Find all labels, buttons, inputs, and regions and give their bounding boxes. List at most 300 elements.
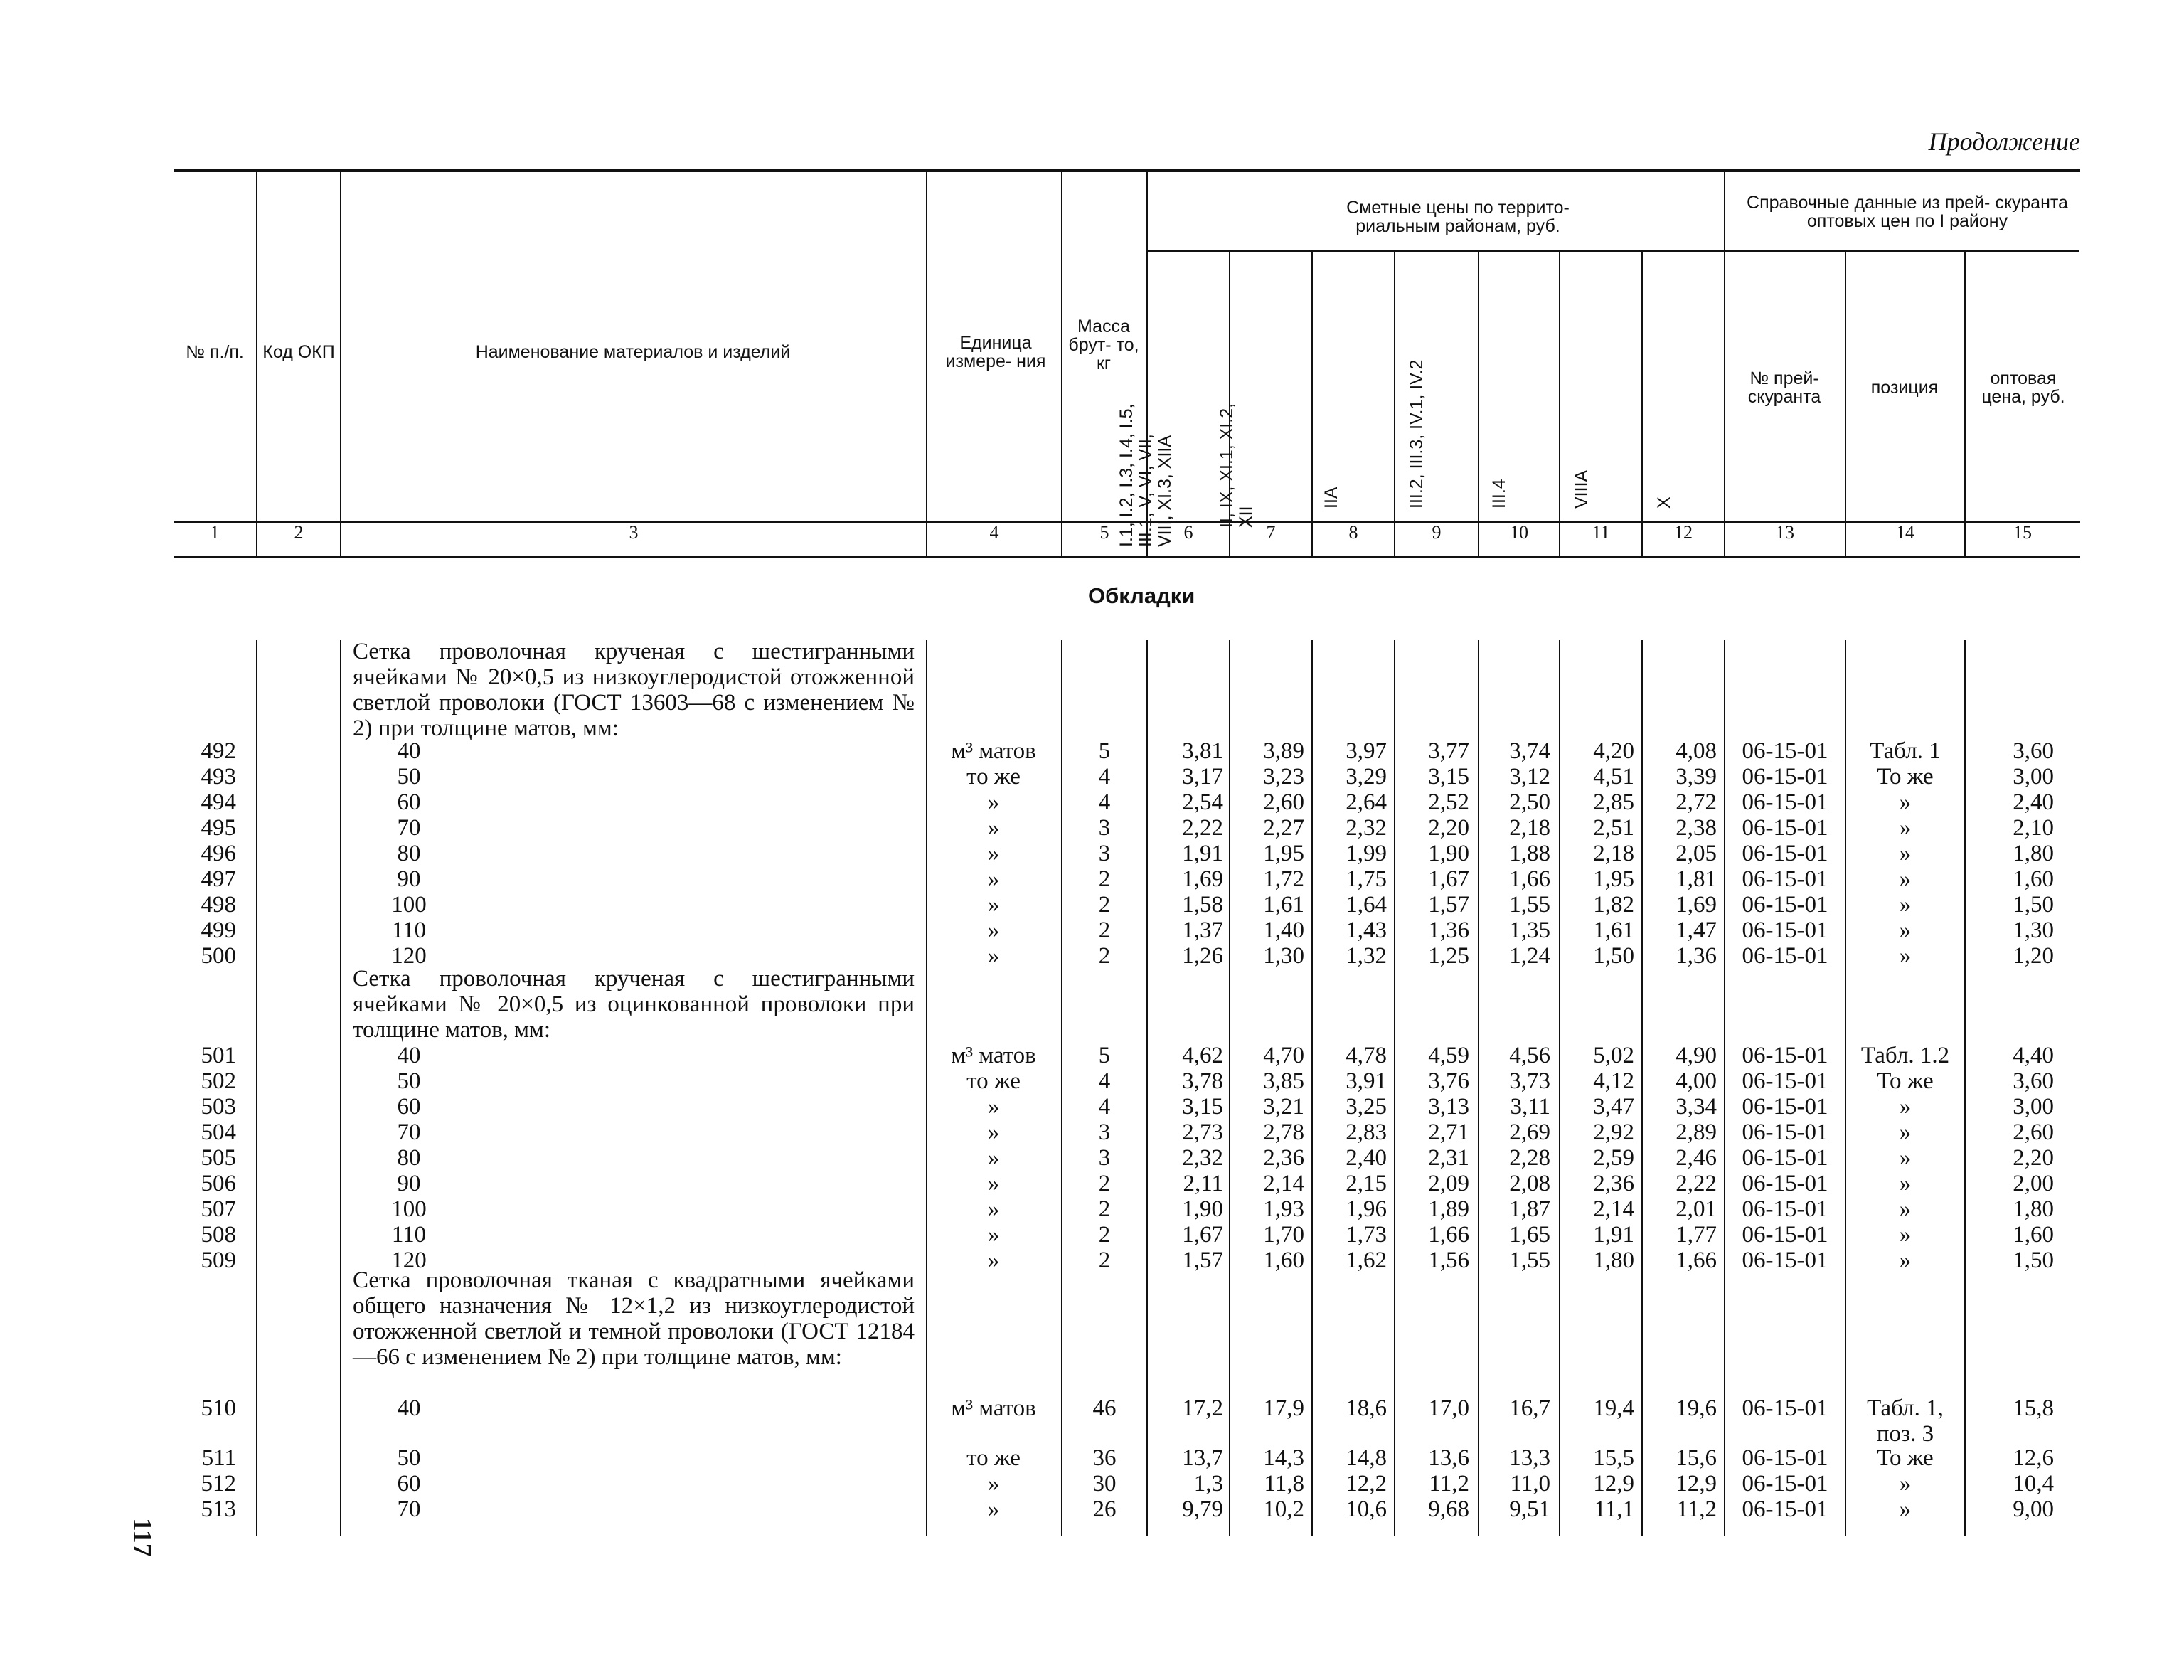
region-price: 3,91 bbox=[1346, 1068, 1387, 1094]
region-price: 1,57 bbox=[1182, 1248, 1223, 1273]
region-price: 1,91 bbox=[1182, 841, 1223, 866]
region-price: 4,62 bbox=[1182, 1043, 1223, 1068]
region-price: 1,58 bbox=[1182, 892, 1223, 918]
pricelist-position: » bbox=[1899, 1196, 1912, 1222]
region-price: 1,95 bbox=[1263, 841, 1304, 866]
mat-thickness: 60 bbox=[397, 1094, 421, 1120]
mat-thickness: 40 bbox=[397, 1395, 421, 1421]
col-number: 13 bbox=[1776, 522, 1794, 543]
region-price: 2,52 bbox=[1428, 790, 1469, 815]
region-price: 1,67 bbox=[1428, 866, 1469, 892]
gross-mass: 2 bbox=[1098, 866, 1111, 892]
region-price: 9,79 bbox=[1182, 1496, 1223, 1522]
wholesale-price: 4,40 bbox=[2013, 1043, 2054, 1068]
header-position: позиция bbox=[1870, 378, 1939, 398]
gross-mass: 30 bbox=[1092, 1471, 1117, 1496]
pricelist-number: 06-15-01 bbox=[1742, 866, 1828, 892]
header-reference-group: Справочные данные из прей- скуранта оптовых цен по I району bbox=[1747, 193, 2068, 231]
region-price: 3,76 bbox=[1428, 1068, 1469, 1094]
row-number: 504 bbox=[201, 1120, 236, 1145]
unit-of-measure: » bbox=[987, 1222, 1000, 1248]
pricelist-number: 06-15-01 bbox=[1742, 1395, 1828, 1421]
mat-thickness: 90 bbox=[397, 866, 421, 892]
unit-of-measure: » bbox=[987, 790, 1000, 815]
wholesale-price: 1,60 bbox=[2013, 866, 2054, 892]
mat-thickness: 50 bbox=[397, 764, 421, 790]
pricelist-position: » bbox=[1899, 1120, 1912, 1145]
region-price: 13,3 bbox=[1509, 1445, 1550, 1471]
region-price: 3,23 bbox=[1263, 764, 1304, 790]
wholesale-price: 3,00 bbox=[2013, 764, 2054, 790]
mat-thickness: 110 bbox=[391, 918, 427, 943]
col-number: 8 bbox=[1348, 522, 1358, 543]
region-price: 1,66 bbox=[1676, 1248, 1717, 1273]
gross-mass: 4 bbox=[1098, 1068, 1111, 1094]
region-price: 3,47 bbox=[1593, 1094, 1634, 1120]
pricelist-position: » bbox=[1899, 1496, 1912, 1522]
gross-mass: 4 bbox=[1098, 1094, 1111, 1120]
mat-thickness: 80 bbox=[397, 1145, 421, 1171]
gross-mass: 2 bbox=[1098, 1222, 1111, 1248]
vline bbox=[1394, 250, 1395, 556]
vline bbox=[1311, 250, 1313, 556]
gross-mass: 2 bbox=[1098, 1248, 1111, 1273]
gross-mass: 4 bbox=[1098, 790, 1111, 815]
row-number: 492 bbox=[201, 738, 236, 764]
region-price: 19,6 bbox=[1676, 1395, 1717, 1421]
region-price: 2,28 bbox=[1509, 1145, 1550, 1171]
pricelist-number: 06-15-01 bbox=[1742, 1471, 1828, 1496]
region-price: 16,7 bbox=[1509, 1395, 1550, 1421]
wholesale-price: 1,60 bbox=[2013, 1222, 2054, 1248]
region-price: 1,87 bbox=[1509, 1196, 1550, 1222]
header-regions-group: Сметные цены по террито- риальным районам, руб. bbox=[1346, 198, 1570, 236]
gross-mass: 3 bbox=[1098, 1145, 1111, 1171]
wholesale-price: 1,50 bbox=[2013, 1248, 2054, 1273]
pricelist-number: 06-15-01 bbox=[1742, 1445, 1828, 1471]
region-price: 14,3 bbox=[1263, 1445, 1304, 1471]
region-price: 4,51 bbox=[1593, 764, 1634, 790]
wholesale-price: 1,50 bbox=[2013, 892, 2054, 918]
header-wholesale-price: оптовая цена, руб. bbox=[1981, 368, 2065, 407]
region-price: 1,72 bbox=[1263, 866, 1304, 892]
mat-thickness: 40 bbox=[397, 1043, 421, 1068]
mat-thickness: 70 bbox=[397, 815, 421, 841]
gross-mass: 3 bbox=[1098, 1120, 1111, 1145]
region-price: 15,6 bbox=[1676, 1445, 1717, 1471]
region-price: 1,24 bbox=[1509, 943, 1550, 969]
region-price: 18,6 bbox=[1346, 1395, 1387, 1421]
region-price: 4,78 bbox=[1346, 1043, 1387, 1068]
wholesale-price: 1,30 bbox=[2013, 918, 2054, 943]
region-price: 2,18 bbox=[1593, 841, 1634, 866]
region-price: 2,83 bbox=[1346, 1120, 1387, 1145]
pricelist-position: » bbox=[1899, 1248, 1912, 1273]
wholesale-price: 12,6 bbox=[2013, 1445, 2054, 1471]
pricelist-number: 06-15-01 bbox=[1742, 764, 1828, 790]
header-name: Наименование материалов и изделий bbox=[475, 342, 791, 362]
wholesale-price: 3,60 bbox=[2013, 738, 2054, 764]
gross-mass: 46 bbox=[1092, 1395, 1117, 1421]
region-price: 2,59 bbox=[1593, 1145, 1634, 1171]
page-number: 117 bbox=[127, 1518, 157, 1557]
pricelist-number: 06-15-01 bbox=[1742, 892, 1828, 918]
row-number: 507 bbox=[201, 1196, 236, 1222]
wholesale-price: 2,20 bbox=[2013, 1145, 2054, 1171]
header-region-col-6: I.1, I.2, I.3, I.4, I.5, III.1, V, VI, VII, VIII, XI.3, XIIA bbox=[1117, 403, 1175, 547]
region-price: 1,43 bbox=[1346, 918, 1387, 943]
region-price: 11,0 bbox=[1510, 1471, 1550, 1496]
region-price: 2,08 bbox=[1509, 1171, 1550, 1196]
region-price: 15,5 bbox=[1593, 1445, 1634, 1471]
region-price: 11,8 bbox=[1264, 1471, 1304, 1496]
region-price: 3,89 bbox=[1263, 738, 1304, 764]
region-price: 1,89 bbox=[1428, 1196, 1469, 1222]
region-price: 1,50 bbox=[1593, 943, 1634, 969]
row-number: 501 bbox=[201, 1043, 236, 1068]
region-price: 2,36 bbox=[1593, 1171, 1634, 1196]
pricelist-position: » bbox=[1899, 790, 1912, 815]
region-price: 3,97 bbox=[1346, 738, 1387, 764]
unit-of-measure: » bbox=[987, 815, 1000, 841]
mat-thickness: 120 bbox=[391, 943, 427, 969]
col-number: 14 bbox=[1896, 522, 1914, 543]
pricelist-position: Табл. 1 bbox=[1870, 738, 1941, 764]
material-description: Сетка проволочная тканая с квадратными ячейками общего назначения № 12×1,2 из низкоуглеродистой отожженной светлой и темной проволоки (ГОСТ 12184—66 с изменением № 2) при толщине матов, мм: bbox=[353, 1267, 915, 1370]
region-price: 3,12 bbox=[1509, 764, 1550, 790]
region-price: 2,01 bbox=[1676, 1196, 1717, 1222]
region-price: 2,22 bbox=[1676, 1171, 1717, 1196]
region-price: 17,2 bbox=[1182, 1395, 1223, 1421]
region-price: 4,12 bbox=[1593, 1068, 1634, 1094]
region-price: 12,2 bbox=[1346, 1471, 1387, 1496]
row-number: 498 bbox=[201, 892, 236, 918]
region-price: 1,96 bbox=[1346, 1196, 1387, 1222]
pricelist-position: То же bbox=[1877, 1068, 1934, 1094]
region-price: 11,1 bbox=[1594, 1496, 1634, 1522]
region-price: 1,30 bbox=[1263, 943, 1304, 969]
wholesale-price: 9,00 bbox=[2013, 1496, 2054, 1522]
region-price: 1,47 bbox=[1676, 918, 1717, 943]
mat-thickness: 60 bbox=[397, 1471, 421, 1496]
region-price: 2,32 bbox=[1182, 1145, 1223, 1171]
pricelist-position: » bbox=[1899, 841, 1912, 866]
pricelist-number: 06-15-01 bbox=[1742, 1496, 1828, 1522]
material-description: Сетка проволочная крученая с шестигранными ячейками № 20×0,5 из оцинкованной проволоки при толщине матов, мм: bbox=[353, 966, 915, 1043]
gross-mass: 4 bbox=[1098, 764, 1111, 790]
pricelist-position: » bbox=[1899, 918, 1912, 943]
wholesale-price: 1,20 bbox=[2013, 943, 2054, 969]
region-price: 1,3 bbox=[1193, 1471, 1223, 1496]
wholesale-price: 2,10 bbox=[2013, 815, 2054, 841]
pricelist-number: 06-15-01 bbox=[1742, 918, 1828, 943]
col-number: 4 bbox=[989, 522, 999, 543]
region-price: 1,56 bbox=[1428, 1248, 1469, 1273]
pricelist-position: » bbox=[1899, 1094, 1912, 1120]
region-price: 2,22 bbox=[1182, 815, 1223, 841]
gross-mass: 5 bbox=[1098, 1043, 1111, 1068]
group-header-rule-2 bbox=[1725, 250, 2079, 252]
header-num: № п./п. bbox=[186, 342, 244, 362]
pricelist-position: » bbox=[1899, 1222, 1912, 1248]
region-price: 2,64 bbox=[1346, 790, 1387, 815]
region-price: 3,21 bbox=[1263, 1094, 1304, 1120]
region-price: 2,32 bbox=[1346, 815, 1387, 841]
region-price: 14,8 bbox=[1346, 1445, 1387, 1471]
colnum-rule bbox=[174, 556, 2080, 558]
region-price: 10,2 bbox=[1263, 1496, 1304, 1522]
header-region-col-11: VIIIA bbox=[1572, 469, 1592, 509]
mat-thickness: 40 bbox=[397, 738, 421, 764]
mat-thickness: 50 bbox=[397, 1445, 421, 1471]
region-price: 4,20 bbox=[1593, 738, 1634, 764]
wholesale-price: 2,40 bbox=[2013, 790, 2054, 815]
wholesale-price: 3,00 bbox=[2013, 1094, 2054, 1120]
unit-of-measure: то же bbox=[966, 764, 1021, 790]
mat-thickness: 60 bbox=[397, 790, 421, 815]
region-price: 1,82 bbox=[1593, 892, 1634, 918]
unit-of-measure: то же bbox=[966, 1068, 1021, 1094]
mat-thickness: 100 bbox=[391, 892, 427, 918]
region-price: 3,73 bbox=[1509, 1068, 1550, 1094]
mat-thickness: 80 bbox=[397, 841, 421, 866]
pricelist-number: 06-15-01 bbox=[1742, 1068, 1828, 1094]
region-price: 1,90 bbox=[1182, 1196, 1223, 1222]
col-number: 6 bbox=[1183, 522, 1193, 543]
pricelist-number: 06-15-01 bbox=[1742, 1120, 1828, 1145]
region-price: 4,59 bbox=[1428, 1043, 1469, 1068]
region-price: 3,78 bbox=[1182, 1068, 1223, 1094]
header-region-col-9: III.2, III.3, IV.1, IV.2 bbox=[1407, 359, 1427, 509]
unit-of-measure: » bbox=[987, 1145, 1000, 1171]
region-price: 4,70 bbox=[1263, 1043, 1304, 1068]
col-number: 2 bbox=[294, 522, 304, 543]
region-price: 13,7 bbox=[1182, 1445, 1223, 1471]
unit-of-measure: » bbox=[987, 1496, 1000, 1522]
pricelist-number: 06-15-01 bbox=[1742, 815, 1828, 841]
pricelist-position: То же bbox=[1877, 1445, 1934, 1471]
region-price: 1,37 bbox=[1182, 918, 1223, 943]
region-price: 1,61 bbox=[1263, 892, 1304, 918]
region-price: 2,11 bbox=[1183, 1171, 1223, 1196]
wholesale-price: 3,60 bbox=[2013, 1068, 2054, 1094]
col-number: 5 bbox=[1099, 522, 1109, 543]
region-price: 2,31 bbox=[1428, 1145, 1469, 1171]
region-price: 17,9 bbox=[1263, 1395, 1304, 1421]
region-price: 2,20 bbox=[1428, 815, 1469, 841]
region-price: 2,50 bbox=[1509, 790, 1550, 815]
region-price: 10,6 bbox=[1346, 1496, 1387, 1522]
region-price: 2,73 bbox=[1182, 1120, 1223, 1145]
header-region-col-7: II, IX, XI.1, XI.2, XII bbox=[1217, 403, 1256, 528]
unit-of-measure: » bbox=[987, 1248, 1000, 1273]
gross-mass: 26 bbox=[1092, 1496, 1117, 1522]
region-price: 3,15 bbox=[1428, 764, 1469, 790]
header-region-col-8: IIA bbox=[1321, 487, 1341, 509]
region-price: 1,25 bbox=[1428, 943, 1469, 969]
row-number: 505 bbox=[201, 1145, 236, 1171]
row-number: 496 bbox=[201, 841, 236, 866]
region-price: 11,2 bbox=[1676, 1496, 1717, 1522]
region-price: 1,69 bbox=[1182, 866, 1223, 892]
row-number: 513 bbox=[201, 1496, 236, 1522]
row-number: 503 bbox=[201, 1094, 236, 1120]
unit-of-measure: м³ матов bbox=[951, 1043, 1036, 1068]
region-price: 2,18 bbox=[1509, 815, 1550, 841]
pricelist-position: То же bbox=[1877, 764, 1934, 790]
wholesale-price: 2,60 bbox=[2013, 1120, 2054, 1145]
mat-thickness: 90 bbox=[397, 1171, 421, 1196]
pricelist-position: » bbox=[1899, 1171, 1912, 1196]
region-price: 1,67 bbox=[1182, 1222, 1223, 1248]
mat-thickness: 100 bbox=[391, 1196, 427, 1222]
region-price: 2,92 bbox=[1593, 1120, 1634, 1145]
continuation-label: Продолжение bbox=[1928, 127, 2080, 156]
pricelist-number: 06-15-01 bbox=[1742, 790, 1828, 815]
unit-of-measure: » bbox=[987, 1120, 1000, 1145]
region-price: 2,27 bbox=[1263, 815, 1304, 841]
header-region-col-12: X bbox=[1654, 496, 1674, 509]
region-price: 3,39 bbox=[1676, 764, 1717, 790]
pricelist-number: 06-15-01 bbox=[1742, 943, 1828, 969]
region-price: 1,60 bbox=[1263, 1248, 1304, 1273]
region-price: 11,2 bbox=[1429, 1471, 1469, 1496]
vline bbox=[340, 640, 341, 1536]
region-price: 2,38 bbox=[1676, 815, 1717, 841]
region-price: 1,55 bbox=[1509, 892, 1550, 918]
region-price: 1,40 bbox=[1263, 918, 1304, 943]
unit-of-measure: » bbox=[987, 866, 1000, 892]
pricelist-position: » bbox=[1899, 1471, 1912, 1496]
pricelist-number: 06-15-01 bbox=[1742, 1196, 1828, 1222]
unit-of-measure: » bbox=[987, 943, 1000, 969]
mat-thickness: 70 bbox=[397, 1120, 421, 1145]
region-price: 1,93 bbox=[1263, 1196, 1304, 1222]
gross-mass: 2 bbox=[1098, 943, 1111, 969]
region-price: 1,36 bbox=[1428, 918, 1469, 943]
unit-of-measure: м³ матов bbox=[951, 1395, 1036, 1421]
region-price: 2,71 bbox=[1428, 1120, 1469, 1145]
region-price: 4,56 bbox=[1509, 1043, 1550, 1068]
region-price: 1,80 bbox=[1593, 1248, 1634, 1273]
row-number: 502 bbox=[201, 1068, 236, 1094]
region-price: 2,54 bbox=[1182, 790, 1223, 815]
pricelist-position: Табл. 1, bbox=[1867, 1395, 1944, 1421]
unit-of-measure: » bbox=[987, 1171, 1000, 1196]
unit-of-measure: » bbox=[987, 1196, 1000, 1222]
wholesale-price: 1,80 bbox=[2013, 1196, 2054, 1222]
mat-thickness: 120 bbox=[391, 1248, 427, 1273]
row-number: 497 bbox=[201, 866, 236, 892]
pricelist-position: » bbox=[1899, 866, 1912, 892]
unit-of-measure: » bbox=[987, 892, 1000, 918]
row-number: 494 bbox=[201, 790, 236, 815]
col-number: 9 bbox=[1432, 522, 1442, 543]
row-number: 495 bbox=[201, 815, 236, 841]
region-price: 5,02 bbox=[1593, 1043, 1634, 1068]
col-number: 12 bbox=[1674, 522, 1693, 543]
gross-mass: 3 bbox=[1098, 841, 1111, 866]
row-number: 499 bbox=[201, 918, 236, 943]
unit-of-measure: то же bbox=[966, 1445, 1021, 1471]
pricelist-position: » bbox=[1899, 815, 1912, 841]
col-number: 7 bbox=[1266, 522, 1276, 543]
region-price: 1,57 bbox=[1428, 892, 1469, 918]
vline bbox=[1641, 250, 1643, 556]
pricelist-position-line2: поз. 3 bbox=[1876, 1420, 1934, 1447]
region-price: 1,65 bbox=[1509, 1222, 1550, 1248]
region-price: 3,11 bbox=[1510, 1094, 1550, 1120]
pricelist-position: » bbox=[1899, 1145, 1912, 1171]
gross-mass: 36 bbox=[1092, 1445, 1117, 1471]
region-price: 3,15 bbox=[1182, 1094, 1223, 1120]
region-price: 2,40 bbox=[1346, 1145, 1387, 1171]
region-price: 2,09 bbox=[1428, 1171, 1469, 1196]
gross-mass: 2 bbox=[1098, 1196, 1111, 1222]
row-number: 508 bbox=[201, 1222, 236, 1248]
region-price: 1,55 bbox=[1509, 1248, 1550, 1273]
vline bbox=[1478, 250, 1479, 556]
region-price: 2,78 bbox=[1263, 1120, 1304, 1145]
region-price: 2,60 bbox=[1263, 790, 1304, 815]
region-price: 1,90 bbox=[1428, 841, 1469, 866]
region-price: 19,4 bbox=[1593, 1395, 1634, 1421]
region-price: 1,66 bbox=[1428, 1222, 1469, 1248]
table-top-rule bbox=[174, 169, 2080, 172]
pricelist-number: 06-15-01 bbox=[1742, 841, 1828, 866]
region-price: 4,90 bbox=[1676, 1043, 1717, 1068]
region-price: 9,68 bbox=[1428, 1496, 1469, 1522]
section-title: Обкладки bbox=[1088, 583, 1195, 608]
wholesale-price: 15,8 bbox=[2013, 1395, 2054, 1421]
region-price: 17,0 bbox=[1428, 1395, 1469, 1421]
pricelist-number: 06-15-01 bbox=[1742, 1222, 1828, 1248]
unit-of-measure: » bbox=[987, 1471, 1000, 1496]
region-price: 2,69 bbox=[1509, 1120, 1550, 1145]
unit-of-measure: » bbox=[987, 841, 1000, 866]
region-price: 1,69 bbox=[1676, 892, 1717, 918]
wholesale-price: 10,4 bbox=[2013, 1471, 2054, 1496]
region-price: 1,62 bbox=[1346, 1248, 1387, 1273]
region-price: 1,70 bbox=[1263, 1222, 1304, 1248]
region-price: 1,26 bbox=[1182, 943, 1223, 969]
vline bbox=[926, 172, 927, 556]
vline bbox=[340, 172, 341, 556]
vline bbox=[1964, 250, 1966, 556]
pricelist-number: 06-15-01 bbox=[1742, 1171, 1828, 1196]
pricelist-number: 06-15-01 bbox=[1742, 1043, 1828, 1068]
mat-thickness: 70 bbox=[397, 1496, 421, 1522]
mat-thickness: 50 bbox=[397, 1068, 421, 1094]
row-number: 500 bbox=[201, 943, 236, 969]
gross-mass: 3 bbox=[1098, 815, 1111, 841]
region-price: 3,29 bbox=[1346, 764, 1387, 790]
row-number: 506 bbox=[201, 1171, 236, 1196]
col-number: 1 bbox=[210, 522, 220, 543]
region-price: 2,89 bbox=[1676, 1120, 1717, 1145]
col-number: 10 bbox=[1510, 522, 1528, 543]
region-price: 2,85 bbox=[1593, 790, 1634, 815]
pricelist-position: Табл. 1.2 bbox=[1860, 1043, 1950, 1068]
region-price: 4,00 bbox=[1676, 1068, 1717, 1094]
header-pricelist-no: № прей- скуранта bbox=[1747, 368, 1821, 407]
unit-of-measure: м³ матов bbox=[951, 738, 1036, 764]
region-price: 12,9 bbox=[1593, 1471, 1634, 1496]
header-unit: Единица измере- ния bbox=[945, 333, 1046, 371]
region-price: 2,05 bbox=[1676, 841, 1717, 866]
wholesale-price: 1,80 bbox=[2013, 841, 2054, 866]
region-price: 1,35 bbox=[1509, 918, 1550, 943]
